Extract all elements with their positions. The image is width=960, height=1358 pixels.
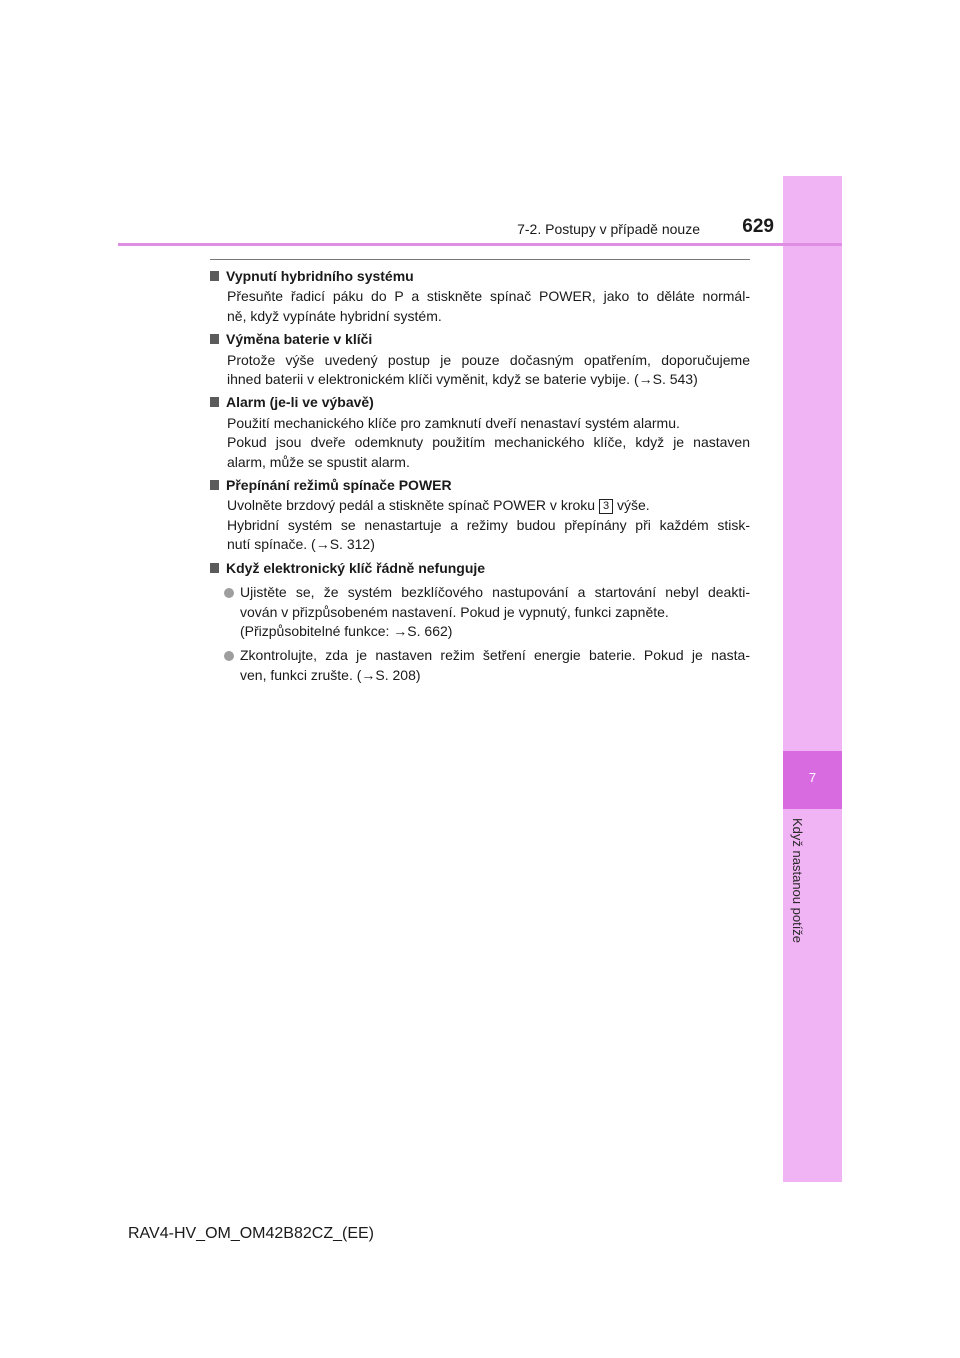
manual-code: RAV4-HV_OM_OM42B82CZ_(EE) bbox=[128, 1225, 374, 1242]
page-content bbox=[210, 267, 750, 685]
section-heading: Vypnutí hybridního systému bbox=[210, 267, 750, 286]
square-bullet-icon bbox=[210, 271, 219, 281]
section-text: Přesuňte řadicí páku do P a stiskněte spínač POWER, jako to děláte normál- ně, když vypínáte hybridní systém. bbox=[227, 288, 750, 324]
content-top-rule bbox=[210, 259, 750, 260]
step-reference-box: 3 bbox=[599, 499, 613, 514]
section-text: Uvolněte brzdový pedál a stiskněte spínač POWER v kroku 3 výše. Hybridní systém se nenastartuje a režimy budou přepínány při každém stisk- nutí spínače. (→S. 312) bbox=[227, 497, 750, 553]
section-title: 7-2. Postupy v případě nouze bbox=[517, 221, 700, 237]
square-bullet-icon bbox=[210, 563, 219, 573]
list-item: Ujistěte se, že systém bezklíčového nastupování a startování nebyl deakti- vován v přizpůsobeném nastavení. Pokud je vypnutý, funkci zapněte. (Přizpůsobitelné funkce: →S. 662) bbox=[210, 583, 750, 641]
section-heading: Výměna baterie v klíči bbox=[210, 330, 750, 349]
chapter-side-tab bbox=[783, 176, 842, 1182]
section-text: Použití mechanického klíče pro zamknutí dveří nenastaví systém alarmu. Pokud jsou dveře odemknuty použitím mechanického klíče, když je nastaven alarm, může se spustit alarm. bbox=[227, 414, 750, 470]
round-bullet-icon bbox=[224, 651, 234, 661]
section-heading: Přepínání režimů spínače POWER bbox=[210, 476, 750, 495]
round-bullet-icon bbox=[224, 588, 234, 598]
list-item: Zkontrolujte, zda je nastaven režim šetření energie baterie. Pokud je nasta- ven, funkci zrušte. (→S. 208) bbox=[210, 646, 750, 685]
section-heading: Když elektronický klíč řádně nefunguje bbox=[210, 559, 750, 578]
chapter-label: Když nastanou potíže bbox=[790, 818, 805, 944]
section-heading: Alarm (je-li ve výbavě) bbox=[210, 393, 750, 412]
square-bullet-icon bbox=[210, 334, 219, 344]
square-bullet-icon bbox=[210, 397, 219, 407]
header-rule bbox=[118, 243, 842, 246]
square-bullet-icon bbox=[210, 480, 219, 490]
section-text: Protože výše uvedený postup je pouze dočasným opatřením, doporučujeme ihned baterii v elektronickém klíči vyměnit, když se baterie vybije. (→S. 543) bbox=[227, 351, 750, 388]
page-number: 629 bbox=[742, 216, 774, 237]
chapter-number: 7 bbox=[783, 751, 842, 809]
